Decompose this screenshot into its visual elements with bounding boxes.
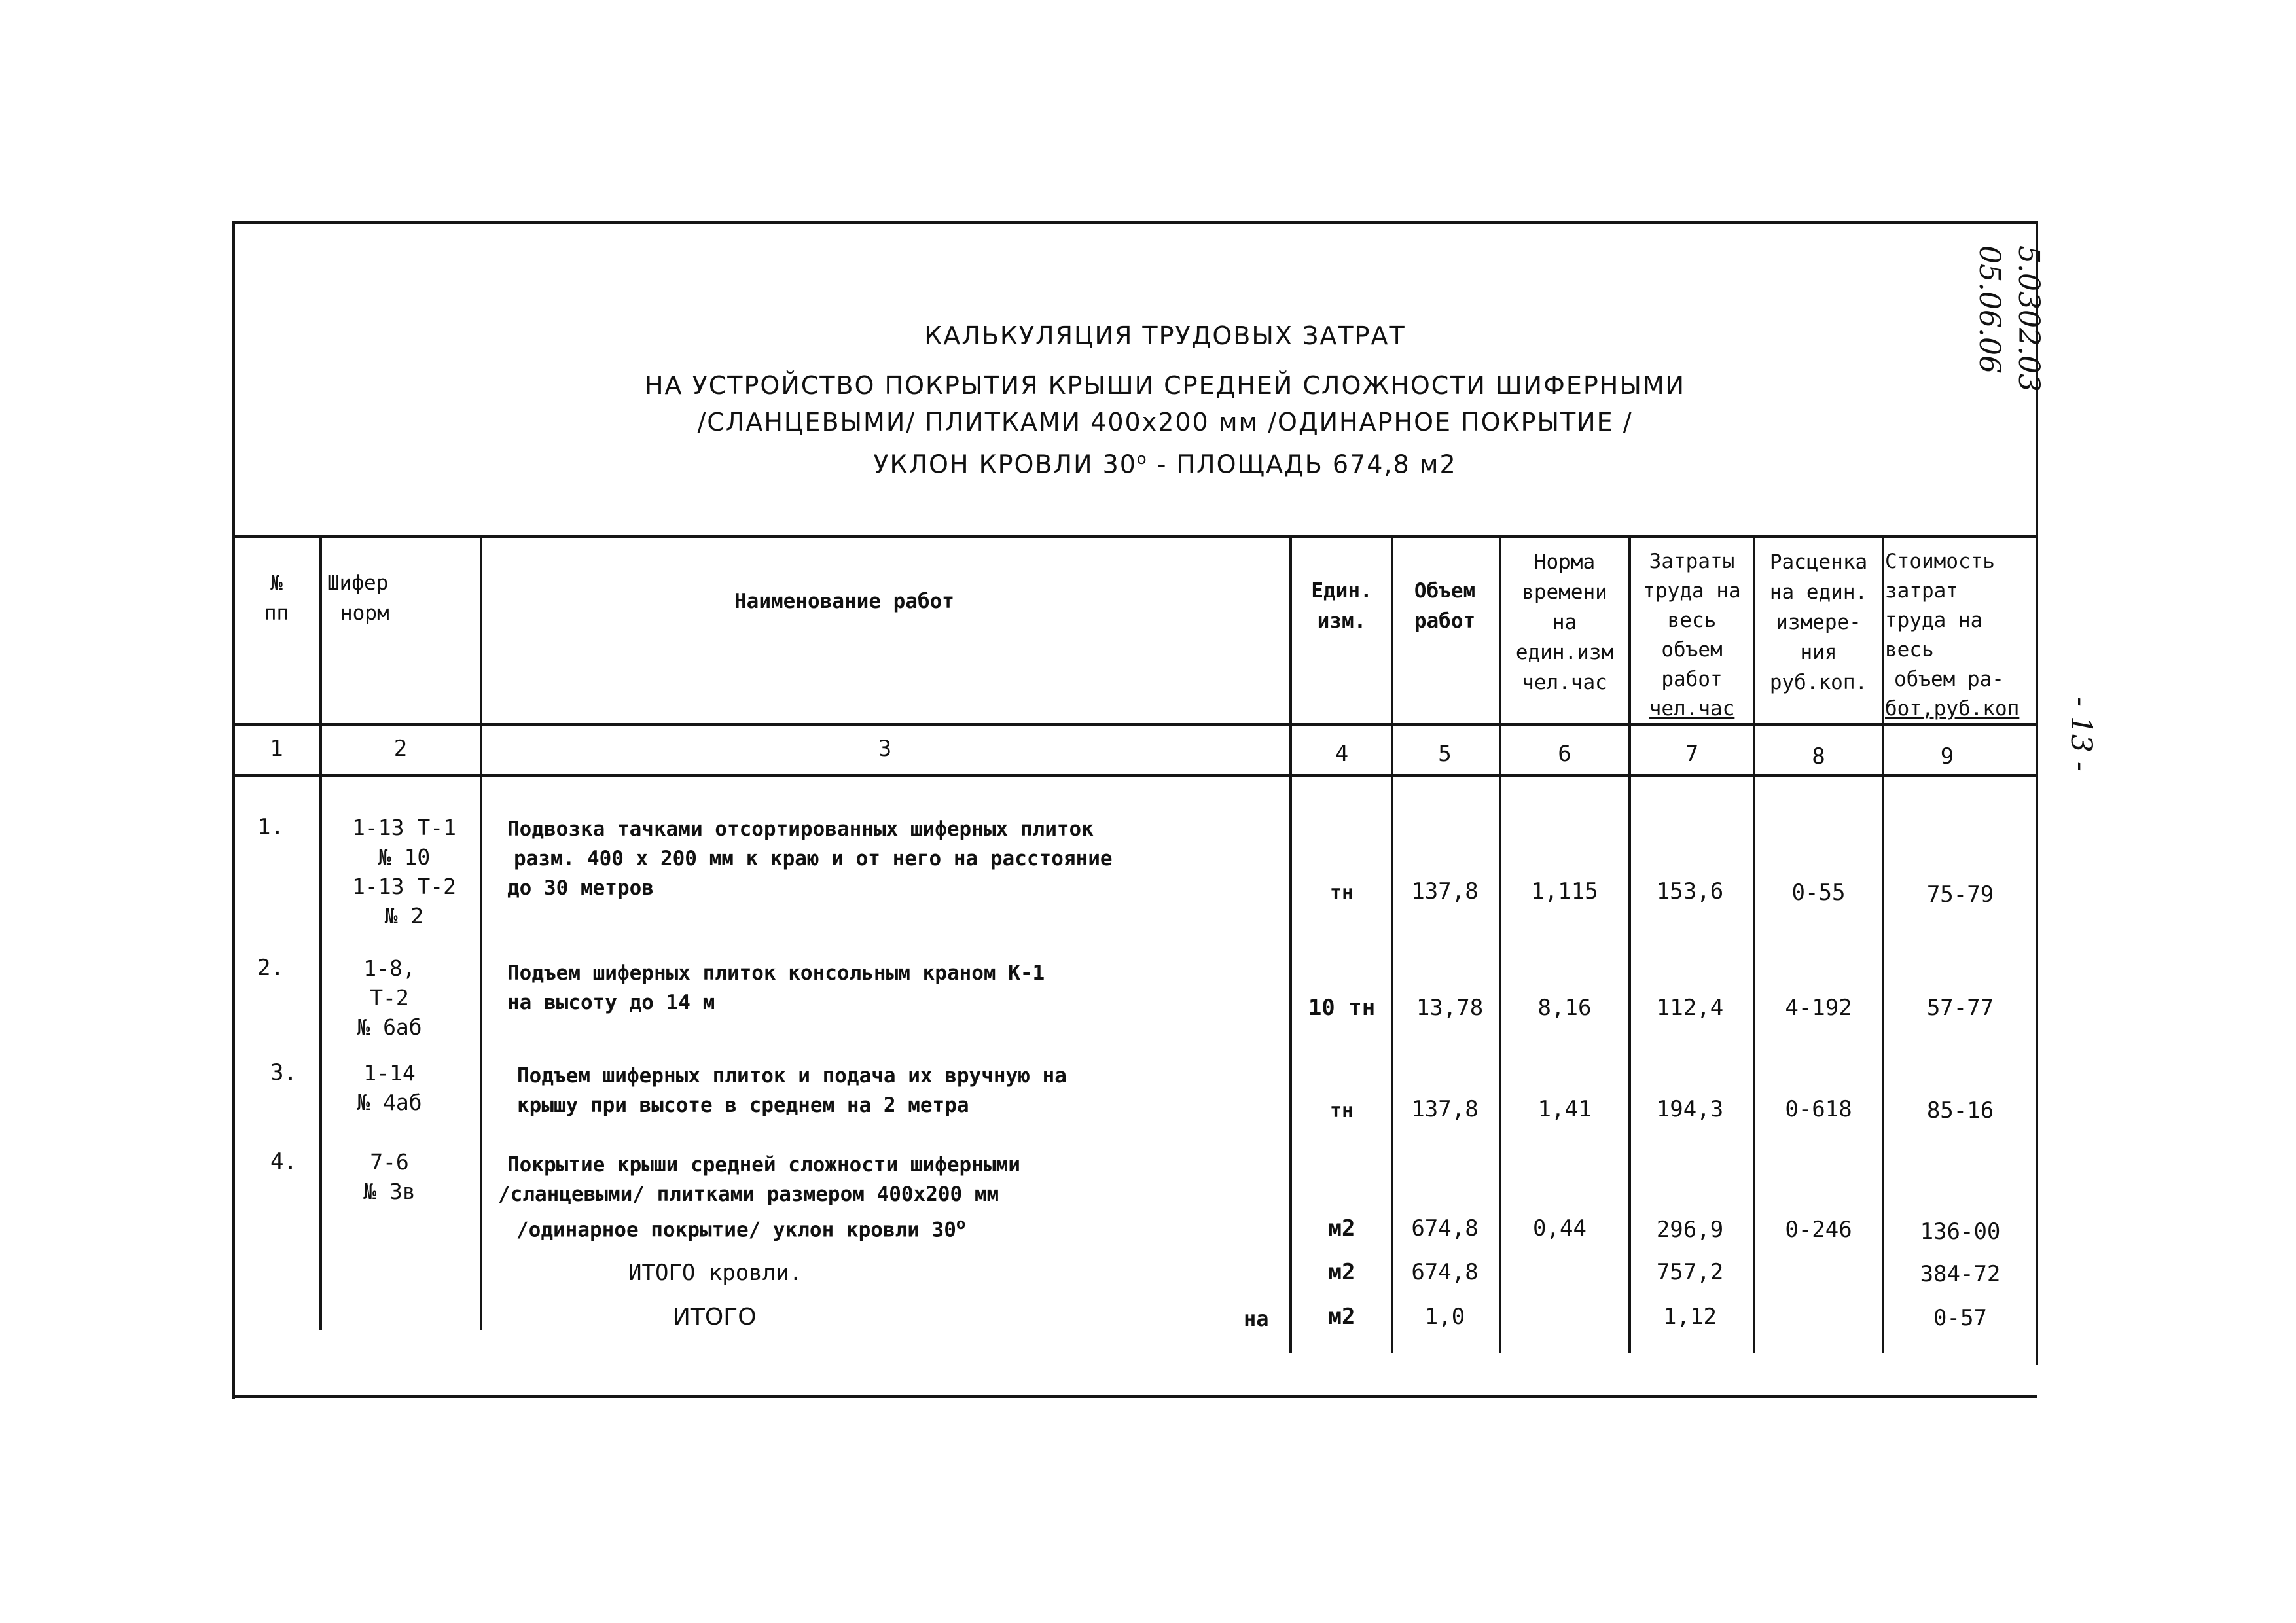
row-1-cost: 75-79 [1926, 882, 1994, 908]
side-code-primary: 5.0302.03 [2012, 245, 2045, 392]
colnum-bottom-line [232, 774, 2037, 777]
row-1-work: Подвозка тачками отсортированных шиферных плиток разм. 400 х 200 мм к краю и от него на расстояние до 30 метров [507, 817, 1113, 900]
col-number-1: 1 [270, 736, 283, 762]
row-2-unit: 10 тн [1308, 995, 1376, 1021]
title-line-4: УКЛОН КРОВЛИ $30^о$ - ПЛОЩАДЬ 674,8 м2 [873, 450, 1457, 479]
col-number-5: 5 [1438, 741, 1452, 767]
row-3-rate: 0-618 [1785, 1096, 1852, 1122]
col-number-4: 4 [1335, 741, 1349, 767]
col-number-7: 7 [1685, 741, 1699, 767]
row-1-unit: тн [1329, 882, 1354, 904]
frame-bottom-line [232, 1395, 2037, 1398]
row-4-no: 4. [270, 1149, 297, 1175]
row-1-norm: 1,115 [1531, 878, 1598, 904]
frame-right-line [2036, 221, 2038, 1365]
row-4-cost: 136-00 [1920, 1219, 2001, 1245]
row-3-no: 3. [270, 1060, 297, 1086]
row-1-no: 1. [257, 814, 284, 840]
total-unit-labor: 1,12 [1663, 1304, 1717, 1330]
col-sep-1 [319, 535, 322, 1330]
row-2-no: 2. [257, 955, 284, 981]
total-roof-volume: 674,8 [1411, 1259, 1479, 1285]
row-2-labor: 112,4 [1656, 995, 1724, 1021]
total-unit-label: ИТОГО [673, 1304, 757, 1330]
row-2-norm: 8,16 [1537, 995, 1592, 1021]
col-sep-4 [1391, 535, 1393, 1353]
row-4-work: Покрытие крыши средней сложности шиферными /сланцевыми/ плитками размером 400х200 мм /одинарное покрытие/ уклон кровли $30^о$ [498, 1153, 1020, 1242]
row-1-code: 1-13 Т-1 № 10 1-13 Т-2 № 2 [352, 815, 456, 929]
total-roof-label: ИТОГО кровли. [628, 1260, 803, 1286]
header-col-2: Шифер норм [327, 571, 389, 625]
header-col-9: Стоимость затрат труда на весь объем ра- бот,руб.коп [1885, 550, 2020, 721]
row-4-labor: 296,9 [1656, 1217, 1724, 1243]
page-number: - 13 - [2064, 697, 2098, 772]
row-4-volume: 674,8 [1411, 1215, 1479, 1241]
row-1-volume: 137,8 [1411, 878, 1479, 904]
total-unit-cost: 0-57 [1933, 1305, 1987, 1331]
row-2-rate: 4-192 [1785, 995, 1852, 1021]
header-bottom-line [232, 723, 2037, 726]
title-line-2: НА УСТРОЙСТВО ПОКРЫТИЯ КРЫШИ СРЕДНЕЙ СЛОЖНОСТИ ШИФЕРНЫМИ [644, 371, 1686, 400]
table-top-line [232, 535, 2037, 538]
row-4-unit: м2 [1328, 1215, 1355, 1241]
total-roof-unit: м2 [1328, 1259, 1355, 1285]
document-title [543, 317, 1787, 483]
row-2-volume: 13,78 [1416, 995, 1484, 1021]
col-number-2: 2 [393, 736, 408, 762]
row-3-code: 1-14 № 4аб [357, 1060, 422, 1115]
frame-left-line [232, 221, 235, 1399]
col-sep-2 [480, 535, 482, 1330]
col-number-6: 6 [1558, 741, 1571, 767]
col-sep-3 [1289, 535, 1292, 1353]
total-roof-cost: 384-72 [1920, 1261, 2001, 1287]
col-sep-8 [1882, 535, 1884, 1353]
row-3-norm: 1,41 [1537, 1096, 1592, 1122]
col-number-8: 8 [1812, 743, 1825, 770]
row-1-rate: 0-55 [1791, 880, 1846, 906]
header-col-4: Един. изм. [1311, 579, 1372, 633]
header-col-3: Наименование работ [734, 590, 954, 613]
row-4-norm: 0,44 [1533, 1215, 1587, 1241]
header-col-1: № пп [264, 571, 289, 625]
row-3-labor: 194,3 [1656, 1096, 1724, 1122]
frame-top-line [232, 221, 2037, 224]
row-4-rate: 0-246 [1785, 1217, 1852, 1243]
row-3-cost: 85-16 [1926, 1097, 1994, 1124]
header-col-7: Затраты труда на весь объем работ чел.час [1643, 550, 1741, 721]
header-col-8: Расценка на един. измере- ния руб.коп. [1769, 550, 1868, 694]
total-roof-labor: 757,2 [1656, 1259, 1724, 1285]
row-2-cost: 57-77 [1926, 995, 1994, 1021]
title-line-3: /СЛАНЦЕВЫМИ/ ПЛИТКАМИ 400x200 мм /ОДИНАРНОЕ ПОКРЫТИЕ / [697, 408, 1633, 437]
row-3-volume: 137,8 [1411, 1096, 1479, 1122]
row-3-unit: тн [1329, 1099, 1354, 1122]
row-2-code: 1-8, Т-2 № 6аб [357, 955, 422, 1040]
col-number-3: 3 [878, 736, 892, 762]
col-number-9: 9 [1940, 743, 1954, 770]
row-3-work: Подъем шиферных плиток и подача их вручную на крышу при высоте в среднем на 2 метра [517, 1064, 1067, 1117]
title-line-1: КАЛЬКУЛЯЦИЯ ТРУДОВЫХ ЗАТРАТ [924, 321, 1406, 350]
row-2-work: Подъем шиферных плиток консольным краном К-1 на высоту до 14 м [507, 961, 1045, 1014]
row-4-code: 7-6 № 3в [363, 1149, 416, 1204]
total-unit-label-right: на [1244, 1306, 1269, 1331]
header-col-6: Норма времени на един.изм чел.час [1515, 550, 1614, 694]
row-1-labor: 153,6 [1656, 878, 1724, 904]
total-unit-unit: м2 [1328, 1304, 1355, 1330]
side-code-secondary: 05.06.06 [1973, 245, 2006, 374]
total-unit-volume: 1,0 [1424, 1304, 1465, 1330]
header-col-5: Объем работ [1414, 579, 1476, 633]
